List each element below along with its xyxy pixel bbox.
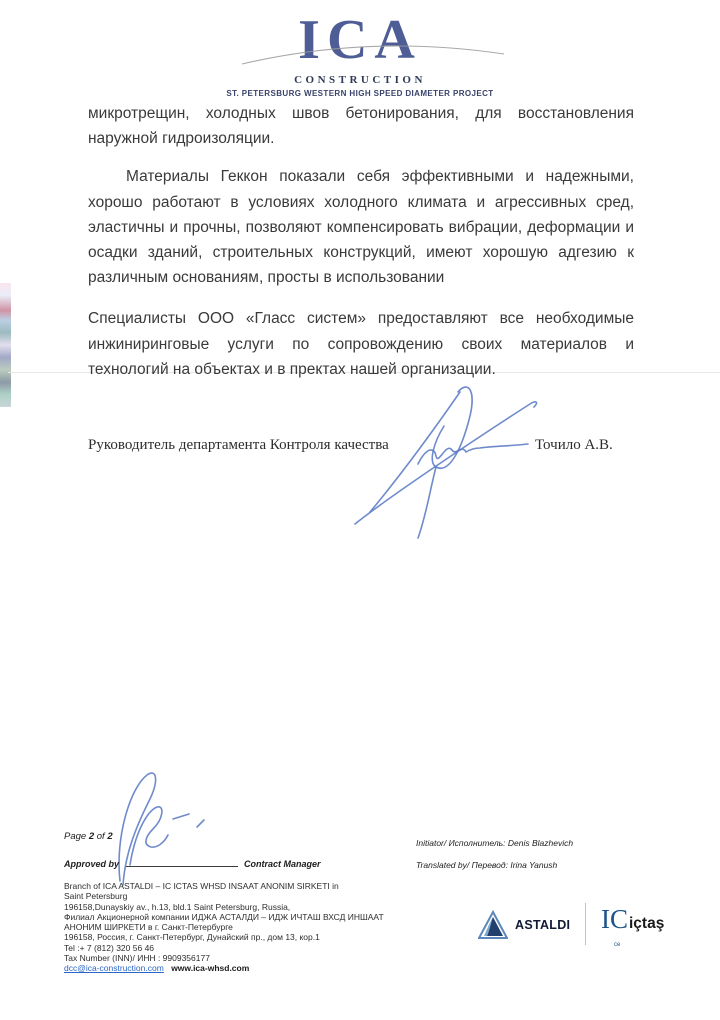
initiator-label: Initiator/ Исполнитель: (416, 838, 506, 848)
ictas-ce-mark: ce (614, 942, 621, 948)
astaldi-logo (478, 910, 570, 940)
translated-by-row (416, 860, 557, 870)
company-line: Tax Number (INN)/ ИНН : 9909356177 (64, 953, 210, 964)
approved-by-label: Approved by (64, 859, 120, 869)
website-label: www.ica-whsd.com (171, 963, 250, 974)
signatory-name: Точило А.В. (535, 437, 613, 453)
initiator-row (416, 838, 573, 848)
astaldi-triangle-icon (478, 910, 508, 940)
translated-label: Translated by/ Перевод: (416, 860, 508, 870)
company-line: Филиал Акционерной компании ИДЖА АСТАЛДИ – ИДЖ ИЧТАШ ВХСД ИНШААТ (64, 911, 384, 922)
company-line: АНОНИМ ШИРКЕТИ в г. Санкт-Петербурге (64, 922, 233, 933)
paragraph-3: Специалисты ООО «Гласс систем» предоставляют все необходимые инжиниринговые услуги по сопровождению своих материалов и технологий на объектах и в пректах нашей организации. (88, 310, 634, 378)
signatory-title: Руководитель департамента Контроля качества (88, 437, 389, 453)
logo-divider (585, 903, 586, 945)
company-line: Branch of ICA ASTALDI – IC ICTAS WHSD INSAAT ANONIM SIRKETI in (64, 881, 339, 891)
page-of-word: of (96, 831, 105, 842)
page-current: 2 (88, 831, 95, 842)
logo-subtitle: CONSTRUCTION (294, 74, 426, 86)
approved-role-label: Contract Manager (244, 859, 321, 869)
paragraph-2: Материалы Геккон показали себя эффективными и надежными, хорошо работают в условиях холодного климата и агрессивных сред, эластичны и прочны, позволяют компенсировать вибрации, деформации и осадки зданий, строительных конструкций, имеют хорошую адгезию к различным основаниям, просты в использовании (88, 168, 634, 287)
page-number-label (64, 831, 113, 842)
logo-arc-decoration (240, 30, 506, 72)
page-word: Page (64, 831, 87, 842)
ictas-logo (601, 904, 665, 948)
main-signature-ink (330, 378, 560, 543)
approved-signature-line (126, 857, 238, 867)
approved-by-row (64, 857, 321, 869)
letter-body (88, 101, 634, 395)
company-info-block (64, 881, 384, 974)
company-line: 196158, Россия, г. Санкт-Петербург, Дунайский пр., дом 13, кор.1 (64, 932, 320, 943)
logo-tagline: ST. PETERSBURG WESTERN HIGH SPEED DIAMETER PROJECT (226, 89, 494, 98)
company-logo: ICA (298, 9, 422, 71)
email-link[interactable]: dcc@ica-construction.com (64, 963, 164, 974)
ictas-wordmark: içtaş (629, 915, 665, 932)
ictas-monogram-text: IC (601, 904, 628, 934)
company-line: Tel :+ 7 (812) 320 56 46 (64, 942, 155, 953)
ictas-monogram (601, 904, 628, 948)
footer-signature-ink (85, 763, 210, 888)
scan-noise-artifact (0, 283, 11, 407)
initiator-name: Denis Blazhevich (507, 838, 574, 848)
page-total: 2 (107, 831, 113, 842)
contact-line (64, 963, 384, 973)
translator-name: Irina Yanush (510, 860, 558, 870)
company-line: Saint Petersburg (64, 891, 128, 902)
company-line: 196158,Dunayskiy av., h.13, bld.1 Saint Petersburg, Russia, (64, 901, 291, 912)
paragraph-1: микротрещин, холодных швов бетонирования, для восстановления наружной гидроизоляции. (88, 105, 634, 148)
astaldi-wordmark: ASTALDI (515, 918, 571, 932)
